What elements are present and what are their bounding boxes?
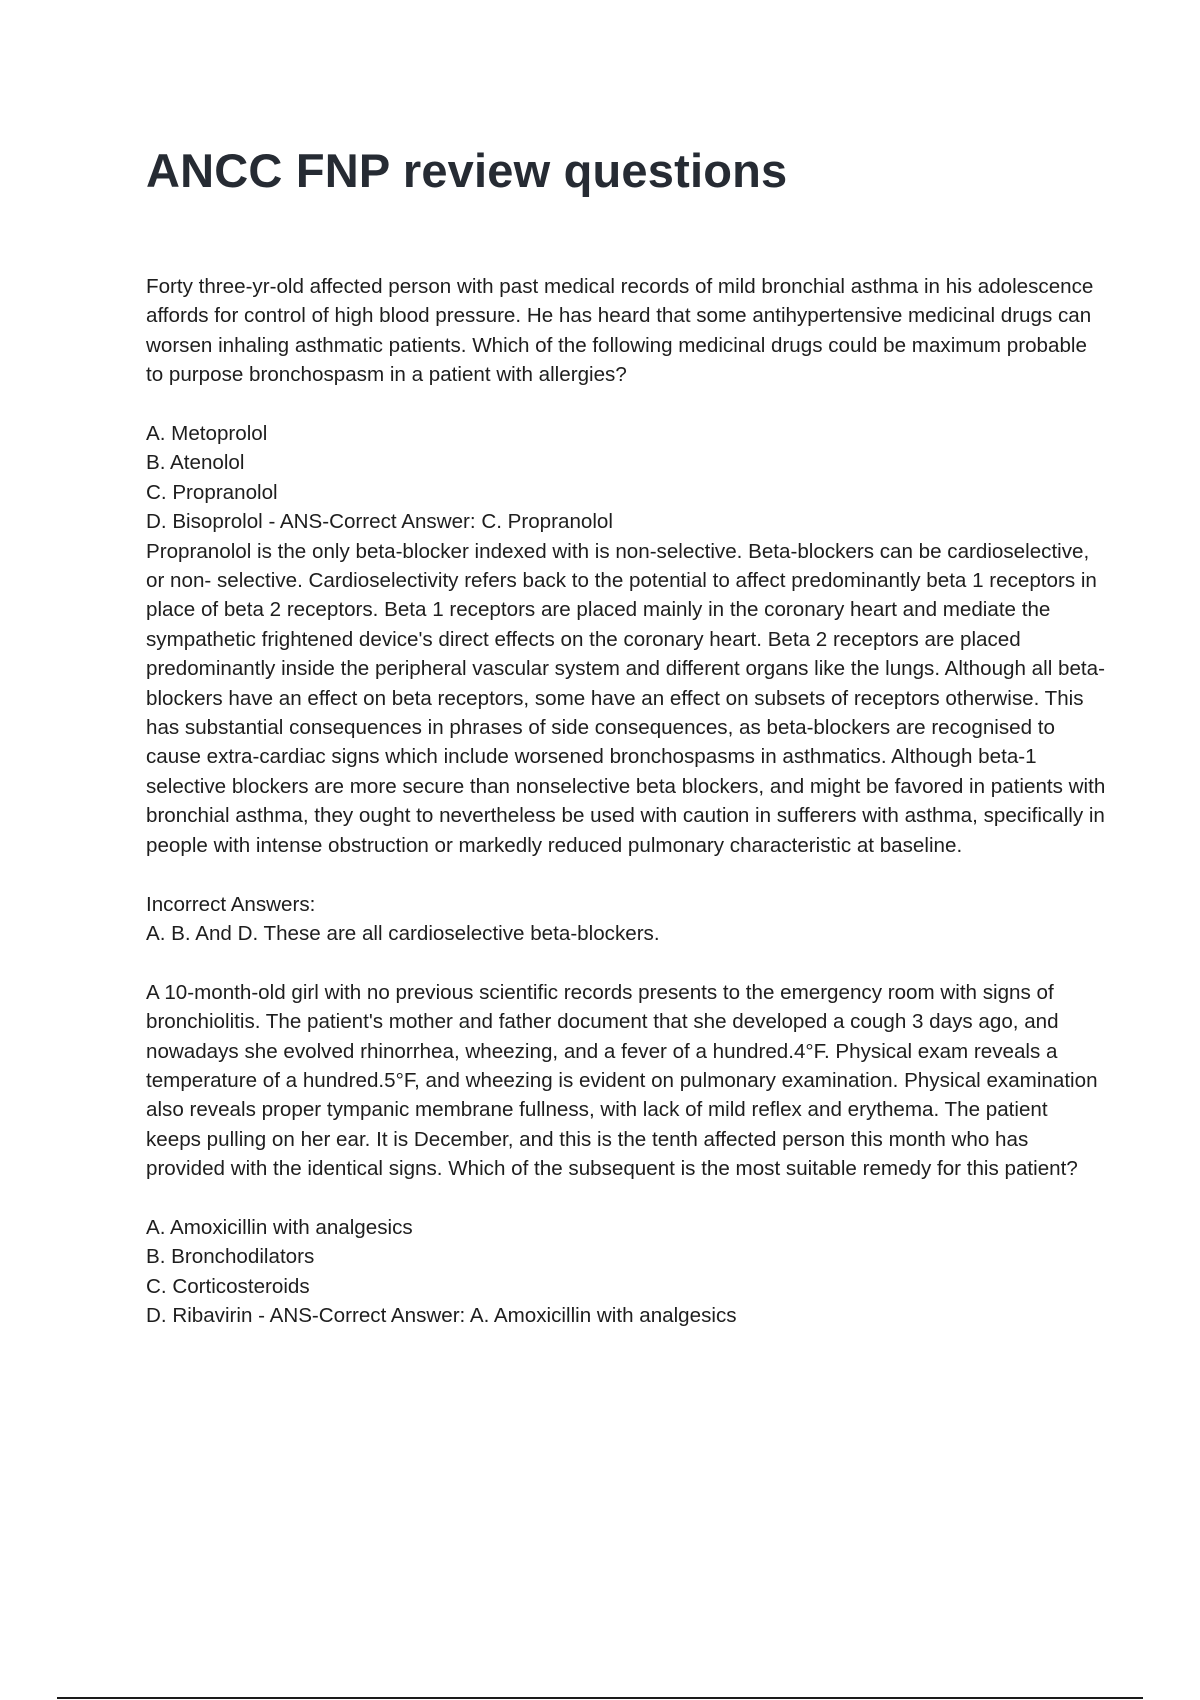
question-1-option-c: C. Propranolol (146, 480, 278, 504)
question-2-option-b: B. Bronchodilators (146, 1245, 315, 1269)
question-1-options (146, 419, 1106, 537)
question-1-stem: Forty three-yr-old affected person with past medical records of mild bronchial asthma in his adolescence affords for control of high blood pressure. He has heard that some antihypertensive medicinal drugs can worsen inhaling asthmatic patients. Which of the following medicinal drugs could be maximum probable to purpose bronchospasm in a patient with allergies? (146, 275, 1094, 387)
question-2-option-c: C. Corticosteroids (146, 1274, 310, 1298)
question-1-explanation: Propranolol is the only beta-blocker indexed with is non-selective. Beta-blockers can be cardioselective, or non- selective. Cardioselectivity refers back to the potential to affect predominantly beta 1 receptors in place of beta 2 receptors. Beta 1 receptors are placed mainly in the coronary heart and mediate the sympathetic frightened device's direct effects on the coronary heart. Beta 2 receptors are placed predominantly inside the peripheral vascular system and different organs like the lungs. Although all beta-blockers have an effect on beta receptors, some have an effect on subsets of receptors otherwise. This has substantial consequences in phrases of side consequences, as beta-blockers are recognised to cause extra-cardiac signs which include worsened bronchospasms in asthmatics. Although beta-1 selective blockers are more secure than nonselective beta blockers, and might be favored in patients with bronchial asthma, they ought to nevertheless be used with caution in sufferers with asthma, specifically in people with intense obstruction or markedly reduced pulmonary characteristic at baseline. (146, 539, 1106, 857)
question-1-option-b: B. Atenolol (146, 451, 245, 475)
paragraph-gap (146, 390, 1106, 419)
question-1-incorrect-text: A. B. And D. These are all cardioselective beta-blockers. (146, 921, 660, 945)
paragraph-gap (146, 1184, 1106, 1213)
footer-divider (57, 1697, 1143, 1699)
question-2-options (146, 1213, 1106, 1331)
paragraph-gap (146, 860, 1106, 889)
question-1-option-d-answer: D. Bisoprolol - ANS-Correct Answer: C. Propranolol (146, 510, 613, 534)
question-1-option-a: A. Metoprolol (146, 422, 268, 446)
question-1-incorrect-heading: Incorrect Answers: (146, 892, 316, 916)
question-2-option-d-answer: D. Ribavirin - ANS-Correct Answer: A. Amoxicillin with analgesics (146, 1304, 737, 1328)
question-2-option-a: A. Amoxicillin with analgesics (146, 1215, 413, 1239)
page-title: ANCC FNP review questions (146, 144, 788, 197)
question-2-stem: A 10-month-old girl with no previous scientific records presents to the emergency room with signs of bronchiolitis. The patient's mother and father document that she developed a cough 3 days ago, and nowadays she evolved rhinorrhea, wheezing, and a fever of a hundred.4°F. Physical exam reveals a temperature of a hundred.5°F, and wheezing is evident on pulmonary examination. Physical examination also reveals proper tympanic membrane fullness, with lack of mild reflex and erythema. The patient keeps pulling on her ear. It is December, and this is the tenth affected person this month who has provided with the identical signs. Which of the subsequent is the most suitable remedy for this patient? (146, 980, 1098, 1181)
document-body (146, 272, 1106, 1331)
paragraph-gap (146, 948, 1106, 977)
